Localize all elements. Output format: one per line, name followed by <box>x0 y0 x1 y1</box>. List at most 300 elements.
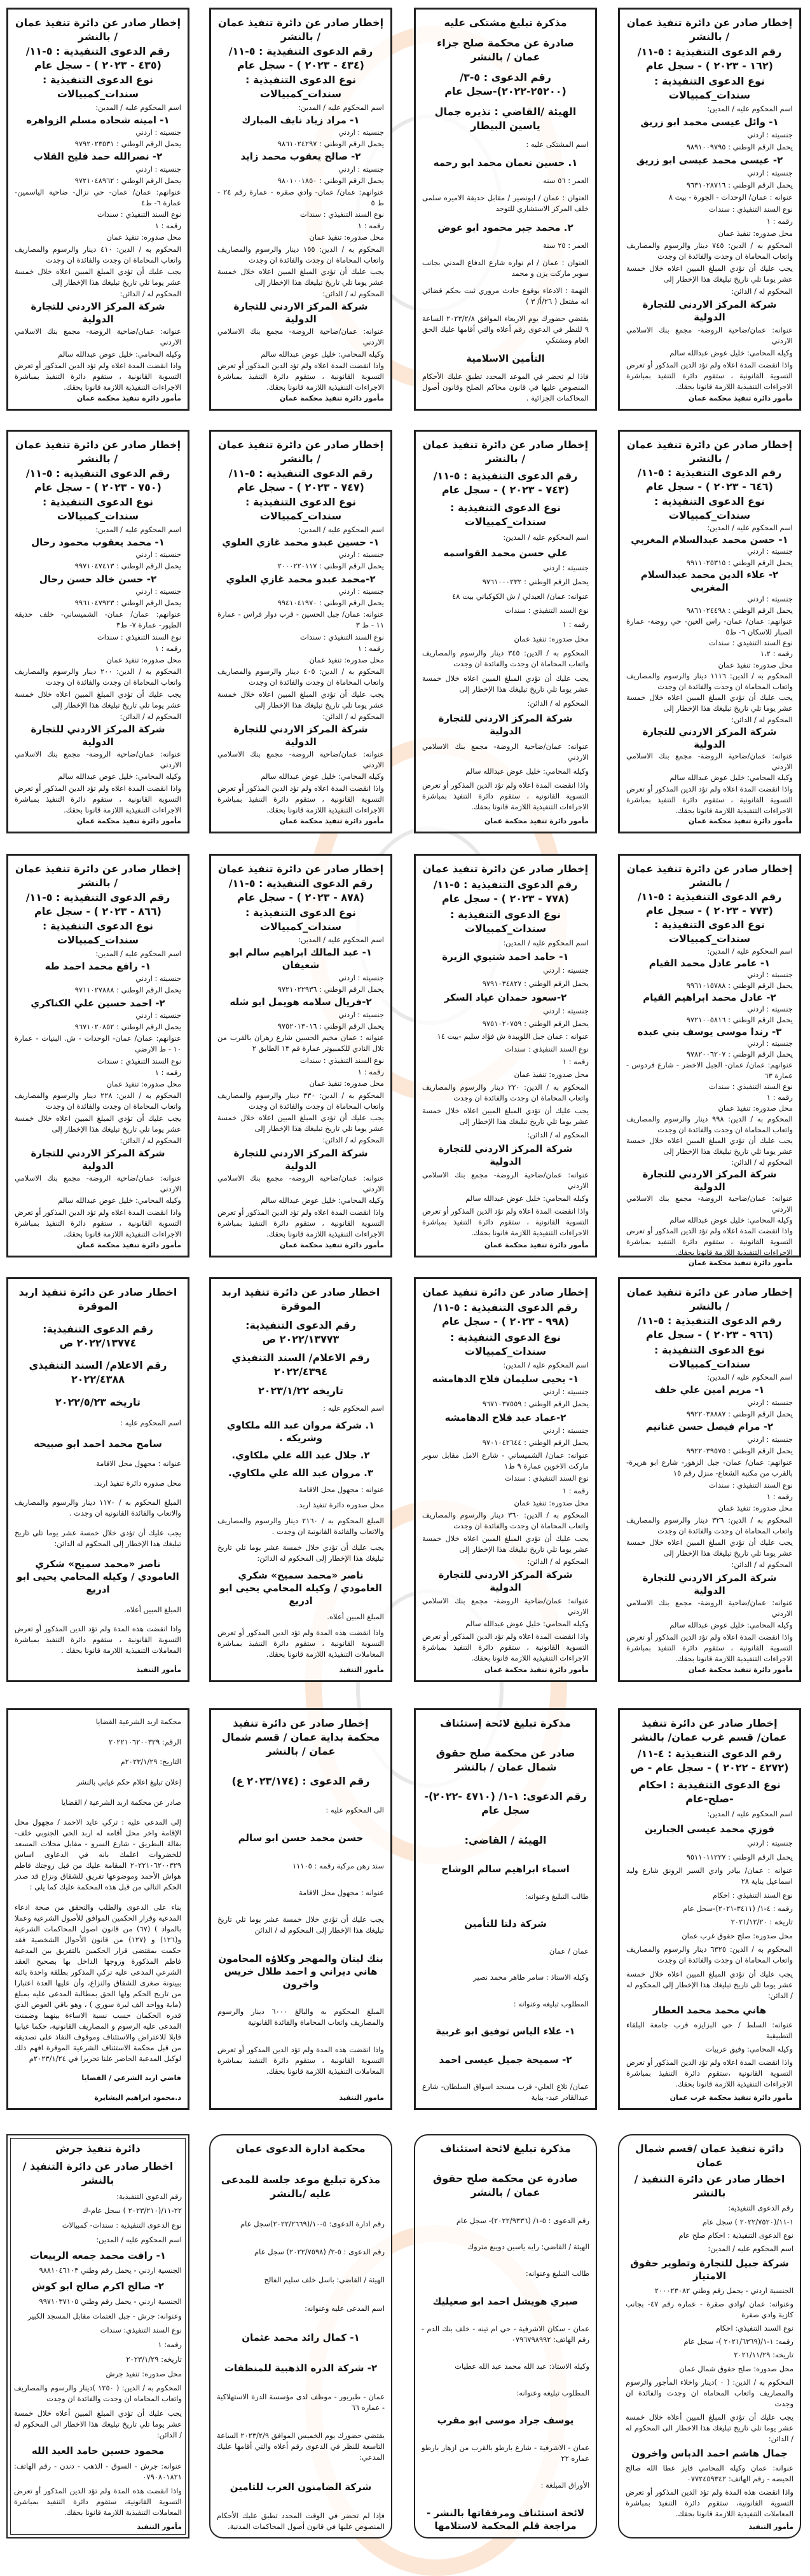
notice-text: يجب عليك أن تؤدي المبلغ المبين اعلاه خلال خمسة عشر يوما تلي تاريخ تبليغك هذا الإخطار إلى <box>422 673 589 694</box>
notice-signature: مأمور دائرة تنفيذ محكمة عمان <box>688 1665 793 1674</box>
notice-text: وكيله المحامي: خليل عوض عبدالله سالم <box>669 1216 793 1224</box>
notice-heading: رقم الدعوى التنفيذية : ٥-١١/ (٧٧٨ - ٢٠٢٣ ) - سجل عام <box>433 879 578 905</box>
notice-text: نوع السند التنفيذي: سندات <box>100 2326 182 2335</box>
party-name: ٣- رندا موسى يوسف بني عبده <box>637 1026 782 1038</box>
notice-text: واذا انقضت هذه المدة ولم تؤد الدين المذكور أو تعرض التسوية القانونية ، ستقوم دائرة التنفيذ بمباشرة المعاملات التنفيذية اللازمة قانونا بحقك. <box>217 1628 384 1659</box>
notice-signature: مأمور دائرة تنفيذ محكمة عمان <box>484 816 589 825</box>
notice-text: صادر عن محكمة اربد الشرعية / القضايا <box>61 1797 181 1807</box>
notice-text: جنسيته : اردني <box>338 586 384 596</box>
notice-text: واذا انقضت المدة اعلاه ولم تؤد الدين المذكور أو تعرض التسوية القانونية ، ستقوم دائرة التنفيذ بمباشرة الاجراءات التنفيذية اللازمة قانونا بحقك. <box>422 1206 589 1237</box>
notice-text: يجب عليك أن تؤدي المبلغ المبين أعلاه خلال خمسة عشر يوما تلي تاريخ تبليغك هذا الاخطار الى المحكوم له / الدائن: <box>14 2409 182 2439</box>
party-name: سامح محمد احمد ابو صبيحه <box>34 1437 162 1449</box>
notice-text: التاريخ: ٢٠٢٣/١/٢٩م <box>120 1757 181 1767</box>
notice-heading: رقم الدعوى التنفيذية : ٥-١١/ (٨٦٦ - ٢٠٢٣ ) - سجل عام <box>25 891 170 918</box>
notice-heading: إخطار صادر عن دائرة تنفيذ عمان / بالنشر <box>626 439 793 465</box>
legal-notice <box>209 1277 392 1682</box>
notice-text: عنوانهم: عمان/ عمان- الجبل الاخضر - شارع فردوس - عمارة ٦٣ <box>626 1060 793 1080</box>
party-name: ١- عبد المالك ابراهيم سالم ابو شعيفان <box>229 947 373 971</box>
notice-text: عمان/ تلاع العلي- قرب مسجد اسواق السلطان- شارع عبدالقادر عبد- بناية <box>422 2082 589 2102</box>
notice-text: وكيله المحامي: خليل عوض عبدالله سالم <box>261 349 384 359</box>
notice-text: وكيله المحامي: خليل عوض عبدالله سالم <box>465 1193 589 1203</box>
notice-text: محل صدوره: تنفيذ عمان <box>309 233 384 242</box>
notice-text: المحكوم به / الدين: ٢٠٠ دينار والرسوم والمصاريف واتعاب المحاماة ان وجدت والفائدة ان وجدت <box>15 667 181 687</box>
party-name: شركة المركز الاردني للتجارة الدولية <box>642 725 777 750</box>
notice-text: يحمل الرقم الوطني : ٩٩٤١٠٤١٩٧٠ <box>277 598 384 608</box>
notice-text: المحكوم به / الدين: ٣٤٥ دينار والرسوم والمصاريف واتعاب المحاماة ان وجدت والفائدة ان وجدت <box>422 648 589 669</box>
notice-signature: د.محمود ابراهيم البشايرة <box>94 2093 181 2102</box>
legal-notice <box>414 8 597 411</box>
notice-text: الجنسية اردني - يحمل رقم وطني ٩٨٨١٠٤٦١٠٣ <box>39 2266 182 2275</box>
notice-heading: اخطار صادر عن دائرة تنفيذ اربد الموقرة <box>221 1286 380 1312</box>
notice-text: المحكوم به / الدين: ( ٠ )دينار واخلاء المأجور والرسوم والمصاريف واتعاب المحاماه ان وجدت والفائدة ان وجدت <box>626 2377 793 2408</box>
party-name: ١- حامد احمد شتيوي الزيرة <box>442 951 569 963</box>
legal-notice <box>6 854 189 1257</box>
notice-text: عنوانه: عمان/ضاحية الروضة- مجمع بنك الاسلامي الاردني <box>422 1596 589 1616</box>
notice-text: يحمل الرقم الوطني : ٩٩٢٢٠٣٨٨٨٧ <box>686 1409 793 1418</box>
notice-heading: مذكرة تبليغ مشتكى عليه <box>444 17 567 29</box>
notice-text: محل صدوره: تنفيذ عمان <box>514 1498 589 1507</box>
notice-heading: دائرة تنفيذ جرش <box>55 2142 141 2155</box>
notice-heading: إخطار صادر عن دائرة تنفيذ عمان / بالنشر <box>15 439 181 465</box>
notice-text: نوع الدعوى التنفيذية : سندات- كمبيالات <box>62 2221 182 2230</box>
notice-heading: رقم الدعوى التنفيذية : ٥-١١/ (٧٥٠ - ٢٠٢٣ ) - سجل عام <box>25 467 170 494</box>
notice-text: يحمل الرقم الوطني : ٩٩٢٢٠٣٩٥٧٥ <box>686 1446 793 1455</box>
notice-text: يجب عليك أن تؤدي المبلغ المبين اعلاه خلال خمسة عشر يوما تلي تاريخ تبليغك هذا الإخطار إلى <box>626 264 793 284</box>
notice-text: وكيله المحامي: وفيق عربيات <box>705 2045 793 2053</box>
notice-text: جنسيته : اردني <box>747 1397 793 1407</box>
notice-text: عمان - الاشرفية - شارع بارطو بالقرب من ازهار بارطو عماره ٢٢ <box>422 2443 589 2463</box>
notice-text: جنسيته : اردني <box>338 550 384 559</box>
notice-text: المحكوم به / الدين: ( ١٢٥٠ )دينار والرسوم والمصاريف واتعاب المحاماه ان وجدت والفائدة ان وجدت <box>14 2383 182 2404</box>
notice-text: اسم المحكوم عليه : <box>323 1403 384 1413</box>
notice-heading: إخطار صادر عن دائرة تنفيذ عمان / بالنشر <box>626 863 793 889</box>
notice-text: وكيله المحامي: خليل عوض عبدالله سالم <box>669 1620 793 1630</box>
notice-text: رقمه : ١ <box>154 1067 181 1077</box>
notice-text: يحمل الرقم الوطني : ٩٧٢١٠٢٢٩٣٦ <box>277 984 384 994</box>
notice-text: عمان / عمان <box>549 1946 589 1956</box>
legal-notice <box>618 8 801 411</box>
notice-text: نوع السند التنفيذي : سندات <box>299 1055 384 1065</box>
notice-text: المبلغ المحكوم به / ٢١٦٠ دينار والرسوم والمصاريف والاتعاب والفائدة القانونية ان وجدت . <box>217 1516 384 1537</box>
notice-text: نوع السند التنفيذي : سندات <box>97 1056 181 1065</box>
notice-text: واذا انقضت المدة اعلاه ولم تؤد الدين المذكور أو تعرض التسوية القانونية ، ستقوم دائرة التنفيذ بمباشرة الاجراءات التنفيذية اللازمة قانونا بحقك. <box>15 1207 181 1238</box>
notice-heading: الهيئة /القاضي : نذيره جمال ياسين البيطار <box>434 106 577 132</box>
notice-text: عنوانه: عمان/ الشميساني - شارع الامل مقابل سوبر ماركت الاخوين عمارة ٩ ط١ <box>422 1450 589 1470</box>
notice-heading: رقم الدعوى التنفيذية : ٥-١١/ (١٦٢ - ٢٠٢٣ ) - سجل عام <box>637 46 782 72</box>
notice-heading: نوع الدعوى التنفيذية : سندات_كمبيالات <box>43 920 153 947</box>
party-name: شركة المركز الاردني للتجارة الدولية <box>438 713 573 737</box>
notice-text: وكيله المحامي: خليل عوض عبدالله سالم <box>465 1619 589 1629</box>
notice-text: اسم المحكوم عليه / المدين: <box>707 947 793 956</box>
notice-text: المحكوم له / الدائن: <box>120 711 181 721</box>
notice-text: اسم المحكوم عليه / المدين: <box>707 1372 793 1381</box>
notice-heading: رقم الدعوى التنفيذية : ٥-١١/ (٧٧٣ - ٢٠٢٣ ) - سجل عام <box>637 891 782 917</box>
party-name: ٢- عيسى محمد عيسى ابو زريق <box>636 154 783 166</box>
notice-text: محل صدوره: تنفيذ عمان <box>514 634 589 643</box>
notice-text: محل صدوره: تنفيذ عمان <box>718 1104 793 1113</box>
notice-signature: مامور التنفيذ <box>339 2093 384 2102</box>
party-name: ٢- عادل محمد ابراهيم القيام <box>643 992 776 1003</box>
notice-text: المحكوم به / الدين: ٤٠٥ دينار والرسوم والمصاريف واتعاب المحاماة ان وجدت والفائدة ان وجدت <box>217 667 384 687</box>
notice-text: المحكوم له / الدائن: <box>120 289 181 298</box>
notice-text: المحكوم له / الدائن: <box>731 1560 793 1570</box>
notice-text: رقمه : ١ <box>562 620 589 629</box>
notice-text: عنوانه: عمان/ضاحية الروضة- مجمع بنك الاسلامي الاردني <box>15 1174 181 1194</box>
notice-heading: نوع الدعوى التنفيذية : سندات_كمبيالات <box>245 906 356 933</box>
party-name: ١- مراد زياد نايف المبارك <box>242 114 360 126</box>
party-name: ١- محمد يعقوب محمود رحال <box>31 536 165 548</box>
notice-text: جنسيته : اردني <box>543 563 589 572</box>
notice-text: رقم الدعوى : ٥-١/ (٢٠٢٢/٩٣٣٦)- سجل عام <box>456 2216 589 2225</box>
notice-text: الجنسية اردني - يحمل رقم وطني ٩٩٧١٠٣٧١٠٥ <box>39 2296 182 2306</box>
party-name: حسن محمد حسن ابو سالم <box>238 1832 364 1844</box>
notice-text: جنسيته : اردني <box>543 1387 589 1396</box>
notice-text: نوع السند التنفيذي : سندات <box>504 1474 589 1483</box>
notice-text: محل صدوره: تنفيذ عمان <box>309 1079 384 1088</box>
notice-text: عنوانه: جرش - السوق - الذهب - دندن - رقم الهاتف: ٠٧٩٠٨٠١٨٢١ <box>14 2461 182 2481</box>
party-name: ٢. جلال عبد الله علي ملكاوي. <box>231 1449 370 1462</box>
notice-text: يحمل الرقم الوطني : ٩٥١١٠١١٢٢٧ <box>686 1852 793 1861</box>
notice-text: اسم المحكوم عليه / المدين: <box>707 523 793 532</box>
notice-text: محل صدوره: تنفيذ عمان <box>106 233 181 242</box>
notice-text: طالب التبليغ وعنوانه: <box>525 2269 589 2278</box>
notice-signature: مأمور دائرة تنفيذ محكمة عمان <box>688 394 793 402</box>
notice-heading: نوع الدعوى التنفيذية : سندات_كمبيالات <box>654 75 765 101</box>
notice-heading: محكمة ادارة الدعوى عمان <box>236 2142 366 2155</box>
party-name: شركة المركز الاردني للتجارة الدولية <box>438 1142 573 1167</box>
notice-heading: رقم الاعلام/ السند التنفيذي ٢٠٢٢/٤٣٨٨ <box>29 1359 167 1386</box>
notice-text: نوع السند التنفيذي : سندات <box>708 1082 793 1091</box>
party-name: ناصر «محمد سميح» شكري العامودي / وكيله المحامي يحيى ابو ادريع <box>219 1569 382 1607</box>
party-name: ٢- حسن خالد حسن رحال <box>39 573 157 585</box>
notice-text: نوع الدعوى التنفيذية : احكام صلح عام <box>678 2230 793 2240</box>
notice-heading: اخطار صادر عن دائرة التنفيذ / بالنشر <box>634 2173 785 2200</box>
notice-text: يحمل الرقم الوطني : ٩٧٥٢٠١٣٠١٦ <box>277 1021 384 1031</box>
notice-heading: نوع الدعوى التنفيذية : سندات_كمبيالات <box>43 496 153 523</box>
notice-text: عنوانهم: عمان/ عمان- الشميساني- خلف حديقة الطيور- عمارة ٧- ط٣ <box>15 610 181 630</box>
notice-text: يحمل الرقم الوطني : ٩٩١١٠٢٥٣١٥ <box>686 558 793 567</box>
notice-text: جنسيته : اردني <box>747 1004 793 1013</box>
notice-text: واذا انقضت هذه المدة ولم تؤد الدين المذكور أو تعرض التسوية القانونية، ستقوم دائرة التنفيذ بمباشرة المعاملات التنفيذية اللازمة قانونا بحقك. <box>626 2487 793 2518</box>
notice-text: يحمل الرقم الوطني : ٩٧١١٠٢٧٨٨٨ <box>74 985 181 995</box>
notice-text: يحمل الرقم الوطني : ٩٧٠١٠٤٢٦٤٤ <box>482 1438 589 1448</box>
party-name: ٢- شركة الدره الذهبية للمنظفات <box>224 2362 378 2374</box>
notice-text: المحكوم له / الدائن: <box>322 1135 384 1145</box>
party-name: ٣. مروان عبد الله علي ملكاوي. <box>228 1467 373 1479</box>
notice-text: يحمل الرقم الوطني : ٩٧٢١٠٤٨٩٦٢ <box>74 175 181 185</box>
notice-text: يحمل الرقم الوطني : ٩٦٧١٠٣٧٥٥٩ <box>482 1399 589 1409</box>
notice-text: عنوانه: عمان/ضاحية الروضة- مجمع بنك الاسلامي الاردني <box>217 750 384 770</box>
notice-text: عنوانه: عمان/ضاحية الروضة- مجمع بنك الاسلامي الاردني <box>422 1170 589 1190</box>
party-name: ١- حسن محمد عبدالسلام المغربي <box>631 534 788 546</box>
notice-heading: الهيئة / القاضي: <box>464 1833 547 1846</box>
notice-text: اسم المحكوم عليه / المدين: <box>503 938 589 948</box>
party-name: ٢-سعود حمدان عياد السكر <box>444 991 567 1003</box>
notice-text: محل صدوره دائرة تنفيذ اربد. <box>93 1478 181 1488</box>
notice-heading: صادر عن محكمة صلح حقوق شمال عمان / بالنشر <box>436 1746 575 1773</box>
notice-heading: إخطار صادر عن دائرة تنفيذ عمان / بالنشر <box>217 439 384 465</box>
notice-text: رقم ادارة الدعوى: ٥-١٠/(٢٠٢٢/٢٦٦٩)سجل عام <box>240 2219 385 2228</box>
notice-text: يجب عليك أن تؤدي خلال خمسة عشر يوما تلي تاريخ تبليغك هذا الإخطار إلى المحكوم له الدائن: <box>15 1528 181 1548</box>
notice-text: المبلغ المبين أعلاه. <box>124 1605 181 1614</box>
notice-text: يحمل الرقم الوطني : ٢٠٠٠٢٢٠١١٧ <box>277 561 384 571</box>
notice-text: المحكوم له / الدائن: <box>731 715 793 724</box>
notice-text: الهيئة / القاضي: باسل خلف سليم الفالح <box>264 2275 385 2285</box>
notice-text: عنوانه: عمان/ضاحية الروضة- مجمع بنك الاسلامي الاردني <box>15 327 181 347</box>
notice-text: نوع السند التنفيذي : سندات <box>504 1045 589 1054</box>
notice-text: عنوانه: عمان/ضاحية الروضة- مجمع بنك الاسلامي الاردني <box>626 1194 793 1214</box>
notice-text: واذا انقضت المدة اعلاه ولم تؤد الدين المذكور أو تعرض التسوية القانونية ، ستقوم دائرة التنفيذ بمباشرة الاجراءات التنفيذية اللازمة قانونا بحقك. <box>217 360 384 392</box>
notice-text: المطلوب تبليغه وعنوانه: <box>516 2388 589 2397</box>
notice-text: نوع السند التنفيذي : سندات <box>97 210 181 219</box>
notice-text: يجب عليك أن تؤدي المبلغ المبين اعلاه خلال خمسة عشر يوما تلي تاريخ تبليغك هذا الإخطار إلى <box>217 266 384 287</box>
notice-text: عمان - سكان الاشرفية - حي ام تينه - خلف بنك الدم - رقم الهاتف: ٠٧٩٦٧٩٨٩٩٢ <box>422 2324 589 2344</box>
notice-text: جنسيته : اردني <box>747 130 793 139</box>
legal-notice <box>209 2134 392 2538</box>
notice-signature: مأمور التنفيذ <box>339 1665 384 1674</box>
notice-text: واذا انقضت المدة اعلاه ولم تؤد الدين المذكور أو تعرض التسوية القانونية ، ستقوم دائرة التنفيذ بمباشرة الاجراءات التنفيذية اللازمة قانونا بحقك. <box>217 783 384 814</box>
notice-signature: مأمور دائرة تنفيذ محكمة غرب عمان <box>669 2093 793 2102</box>
notice-text: اسم المحكوم عليه / المدين: <box>298 524 384 534</box>
notice-text: اسم المحكوم عليه / المدين: <box>503 533 589 542</box>
notice-heading: دائرة تنفيذ عمان /قسم شمال عمان <box>635 2142 785 2168</box>
notice-text: المحكوم به / الدين: ٤١٠ دينار والرسوم والمصاريف واتعاب المحاماة ان وجدت والفائدة ان وجدت <box>15 244 181 264</box>
notice-heading: رقم الدعوى التنفيذية : ٥-١١/ (٤٣٤ - ٢٠٢٣ ) - سجل عام <box>228 45 373 72</box>
party-name: فوزي محمد عيسى الجبارين <box>644 1823 774 1835</box>
notice-text: عنوانه : عمان/ الوحدات - الجورة - بيت ٨ <box>668 193 793 202</box>
legal-notice <box>618 1708 801 2110</box>
party-name: ٢- صالح يعقوب محمد زايد <box>240 151 361 163</box>
notice-text: نوع السند التنفيذي : سندات <box>708 1480 793 1490</box>
notice-text: يجب عليك أن تؤدي المبلغ المبين اعلاه خلال خمسة عشر يوما تلي تاريخ تبليغك هذا الإخطار إلى <box>217 1113 384 1133</box>
notice-heading: رقم الدعوى التنفيذية : ٥-١١/ (٩٦٦ - ٢٠٢٣ ) - سجل عام <box>637 1315 782 1341</box>
notice-text: نوع السند التنفيذي : سندات <box>299 632 384 641</box>
notice-text: رقمه : ١ <box>154 221 181 231</box>
legal-notice <box>414 2134 597 2538</box>
notice-heading: إخطار صادر عن دائرة تنفيذ عمان / بالنشر <box>626 17 793 43</box>
notice-text: جنسيته : اردني <box>747 168 793 177</box>
notice-text: المحكوم له / الدائن: <box>731 1158 793 1167</box>
notice-text: يحمل الرقم الوطني : ٩٦٣١٠٢٨٧١٦ <box>686 181 793 189</box>
notice-text: تاريخه: ٢٠٢٣/١/٢٩ <box>126 2354 182 2364</box>
notice-text: المبلغ المحكوم به والبالغ ٦٠٠٠ دينار والرسوم والمصاريف واتعاب المحاماة والفائدة القانونية <box>217 2007 384 2027</box>
legal-notice <box>414 854 597 1257</box>
notice-text: جنسيته : اردني <box>747 1434 793 1444</box>
notice-text: المحكوم به / الدين: ٣٦٠ دينار والرسوم والمصاريف واتعاب المحاماة ان وجدت والفائدة ان وجدت <box>422 1511 589 1531</box>
notice-heading: رقم الدعوى التنفيذية: ٢٠٢٢/١٣٧٧٤ ص <box>43 1322 153 1349</box>
notice-heading: إخطار صادر عن دائرة تنفيذ عمان <box>217 863 384 875</box>
party-name: جمال هاشم احمد الدباس واخرون <box>631 2448 788 2460</box>
notice-text: عنوانه: عمان/ضاحية الروضة- مجمع بنك الاسلامي الاردني <box>626 325 793 345</box>
legal-notice <box>618 1277 801 1682</box>
notice-text: المحكوم له / الدائن: <box>120 1135 181 1145</box>
party-name: ٢-فريال سلامه هويمل ابو شله <box>230 996 372 1008</box>
notice-text: واذا انقضت المدة اعلاه ولم تؤد الدين المذكور أو تعرض التسوية القانونية ، ستقوم دائرة التنفيذ بمباشرة الاجراءات التنفيذية اللازمة قانونا بحقك. <box>422 781 589 812</box>
notice-text: جنسيته : اردني <box>543 966 589 975</box>
notice-text: رقمه : ٤-١/ (٣٤١١-٢٠٢١)-سجل عام <box>683 1903 793 1913</box>
notice-signature: مأمور دائرة تنفيذ محكمة عمان <box>279 1240 384 1249</box>
notice-text: نوع السند التنفيذي : سندات <box>504 606 589 615</box>
notice-signature: مأمور دائرة تنفيذ محكمة عمان <box>279 394 384 402</box>
notice-text: عنوانه : عمان/ بيادر وادي السير الرونق شارع وليد اسماعيل بناية ٢٨ <box>626 1866 793 1886</box>
notice-text: عمان - طبربور - موظف لدى مؤسسة الدرة الاستهلاكية - عماره ٦٦ <box>217 2392 385 2412</box>
notice-text: واذا انقضت هذه المدة ولم تؤد الدين المذكور أو تعرض التسوية القانونية، ستقوم دائرة التنفيذ بمباشرة المعاملات التنفيذية اللازمة قانونا بحقك. <box>14 2486 182 2518</box>
notice-text: المحكوم به / الدين: ٣٣٠ دينار والرسوم والمصاريف واتعاب المحاماة ان وجدت والفائدة ان وجدت <box>217 1090 384 1111</box>
notice-heading: صادرة عن محكمة صلح حقوق عمان / بالنشر <box>432 2172 579 2198</box>
notice-text: العنوان : عمان / ابونصير / مقابل حديقة الاميره سلمى خلف المركز الاستشاري للتوحد <box>422 193 589 214</box>
party-name: شركة دلتا للتأمين <box>464 1918 547 1929</box>
notice-text: عنوانه: عمان/ العبدلي / ش الكوكباني بيت ٤٨ <box>452 591 589 601</box>
notice-text: عنوانه: عمان/ضاحية الروضة- مجمع بنك الاسلامي الاردني <box>217 327 384 347</box>
notice-heading: رقم الدعوى: ١-١/ (٤٧١٠ -٢٠٢٢)- سجل عام <box>424 1790 587 1816</box>
party-name: شركة المركز الاردني للتجارة الدولية <box>31 723 165 748</box>
notice-text: واذا انقضت المدة اعلاه ولم تؤد الدين المذكور أو تعرض التسوية القانونية ، ستقوم دائرة التنفيذ بمباشرة الاجراءات التنفيذية اللازمة قانونا بحقك. <box>15 783 181 814</box>
party-name: ١- وائل عيسى محمد ابو زريق <box>640 116 779 128</box>
notice-signature: مأمور التنفيذ <box>136 1665 181 1674</box>
notice-text: يحمل الرقم الوطني : ٩٦٧١٠٢٠٨٥٢ <box>74 1022 181 1032</box>
notice-text: جنسيته : اردني <box>338 127 384 137</box>
notice-heading: رقم الدعوى التنفيذية : ٥-١١/ (٧٤٣ - ٢٠٢٣ ) - سجل عام <box>433 470 578 497</box>
party-name: ١- امينه شحاده مسلم الزواهره <box>26 114 170 126</box>
party-name: شركة الضامنون العرب للتامين <box>230 2481 372 2493</box>
party-name: شركة المركز الاردني للتجارة الدولية <box>233 723 368 748</box>
notice-text: ١-١١/(٢٠٢٢/٧٥٢٠ ) سجل عام <box>702 2217 793 2226</box>
notice-text: يحمل الرقم الوطني : ٩٩٦١٠٤٧٩٢٣ <box>74 598 181 608</box>
party-name: ٢-عماد عبد فلاح الدهامشه <box>444 1411 566 1423</box>
notice-heading: رقم الدعوى التنفيذية : ٥-١١/ (٩٩٨ - ٢٠٢٣ ) - سجل عام <box>433 1301 578 1328</box>
notice-text: جنسيته : اردني <box>543 1426 589 1435</box>
notice-heading: إخطار صادر عن دائرة تنفيذ عمان <box>422 863 589 875</box>
notice-heading: رقم الدعوى التنفيذية : ٥-١١/ (٦٤٦ - ٢٠٢٣ ) - سجل عام <box>637 467 782 493</box>
notice-text: الهيئة / القاضي: رايه ياسين دويبع متروك <box>467 2242 589 2252</box>
notice-text: جنسيته : اردني <box>135 1010 181 1020</box>
notice-text: رقم الدعوى : ٥-٢/ (٢٠٢٢/٧٥٩٨) سجل عام <box>254 2247 385 2257</box>
notice-text: رقمه : ١ <box>357 221 384 231</box>
notice-heading: إخطار صادر عن دائرة تنفيذ عمان/ قسم غرب عمان/ بالنشر <box>632 1717 787 1743</box>
party-name: يوسف جراد موسى ابو مقرب <box>437 2415 574 2427</box>
notice-text: تاريخه: ٢٠٢١/١١/٢٩ <box>734 2350 793 2360</box>
notice-heading: رقم الدعوى التنفيذية : ٥-١١/ (٧٤٧ - ٢٠٢٣ ) - سجل عام <box>228 467 373 494</box>
notice-signature: مأمور دائرة تنفيذ محكمة عمان <box>484 1240 589 1249</box>
notice-heading: تاريخه ٢٠٢٢/٥/٢٣ <box>55 1395 141 1408</box>
legal-notice <box>618 854 801 1267</box>
notice-text: رقم الدعوى التنفيذية: <box>116 2191 182 2201</box>
notice-text: عنوانه : عمان مخيم الحسين شارع زهران بالقرب من تلال النادي للكمبيوتر عمارة قم ١٣ الطابق ٢ <box>217 1033 384 1053</box>
notice-text: يجب عليك أن تؤدي المبلغ المبين اعلاه خلال خمسة عشر يوما تلي تاريخ تبليغك هذا الإخطار إلى <box>422 1106 589 1127</box>
notice-text: التهمة : الادعاء بوقوع حادث مروري ثبت بحكم قضائي انه مفتعل ( ٢٦/أ/ ٣ ) <box>422 285 589 306</box>
notice-text: المحكوم له / الدائن: <box>527 698 589 708</box>
notice-heading: مذكرة تبليغ لائحة استئناف <box>440 2142 571 2155</box>
notice-heading: نوع الدعوى التنفيذية : سندات_كمبيالات <box>450 908 561 935</box>
notice-text: يحمل الرقم الوطني : ٩٧٦١٠٠٠٢٣٢ <box>482 577 589 587</box>
notice-text: رقمه : ١ <box>357 643 384 653</box>
notice-text: يحمل الرقم الوطني : ٩٧٢١٠٠٥٨١٦ <box>686 1015 793 1024</box>
notice-heading: صادرة عن محكمة صلح جزاء عمان / بالنشر <box>437 37 574 64</box>
notice-text: رقمه : ١ <box>766 1093 793 1102</box>
party-name: ٢- علاء الدين محمد عبدالسلام المغربي <box>640 568 779 593</box>
legal-notice <box>209 854 392 1257</box>
notice-signature: مأمور دائرة تنفيذ محكمة عمان <box>76 394 181 402</box>
notice-text: جنسيته : اردني <box>338 164 384 174</box>
notice-text: جنسيته : اردني <box>135 550 181 559</box>
notice-text: رقمه: ١-١/(٢٠٢١/٦٣٦٩ )- سجل عام <box>683 2337 793 2346</box>
notice-text: فإذا لم تحضر في الوقت المحدد تطبق عليك الأحكام المنصوص عليها في قانون أصول المحاكمات المدنية. <box>217 2511 385 2531</box>
notice-text: ٢٢-١١/(٢٠٢٣/٢١٠ ) سجل عام-ك <box>82 2206 182 2216</box>
party-name: ١- يحيى سليمان فلاح الدهامشه <box>432 1373 579 1385</box>
notice-text: واذا انقضت المدة اعلاه ولم تؤد الدين المذكور أو تعرض التسوية القانونية ،ستقوم دائرة التنفيذ بمباشرة الاجراءات التنفيذية اللازمة قانونا بحقك. <box>626 2058 793 2089</box>
notice-text: جنسيته : اردني <box>747 970 793 979</box>
notice-text: وكيله المحامي: خليل عوض عبدالله سالم <box>58 1196 181 1205</box>
notice-text: عنوانه: عمان/ضاحية الروضة- مجمع بنك الاسلامي الاردني <box>626 751 793 772</box>
party-name: ناصر «محمد سميح» شكري العامودي / وكيله المحامي يحيى ابو ادريع <box>17 1558 179 1596</box>
notice-text: اسم المحكوم عليه / المدين: <box>96 2235 182 2244</box>
notice-text: سند رهن مركبة رقمه : ١١١٠٥ <box>292 1861 384 1870</box>
notice-text: اسم المحكوم عليه : <box>120 1418 181 1428</box>
notice-text: محل صدوره: تنفيذ عمان <box>309 655 384 665</box>
notice-heading: إخطار صادر عن دائرة تنفيذ عمان / بالنشر <box>217 17 384 43</box>
party-name: ٢- احمد حسين علي الكناكري <box>31 997 165 1009</box>
notice-text: عنوانهم: عمان/ عمان- جبل الزهور- شارع ابو هريرة- بالقرب من مكتبة الشعاع- منزل رقم ١٥ <box>626 1458 793 1478</box>
party-name: ٢- صالح اكرم صالح ابو كوش <box>32 2280 164 2292</box>
notice-text: المبلغ المحكوم به / ١١٧٠ دينار والرسوم والمصاريف والاتعاب والفائدة القانونية ان وجدت . <box>15 1498 181 1518</box>
legal-notice <box>209 1708 392 2110</box>
party-name: شركة المركز الاردني للتجارة الدولية <box>233 301 368 325</box>
party-name: شركة المركز الاردني للتجارة الدولية <box>31 1147 165 1172</box>
notice-text: المبلغ المبين أعلاه. <box>327 1612 384 1622</box>
notice-text: جنسيته : اردني <box>747 1839 793 1848</box>
notice-text: واذا انقضت المدة اعلاه ولم تؤد الدين المذكور أو تعرض التسوية القانونية ، ستقوم دائرة التنفيذ بمباشرة الاجراءات التنفيذية اللازمة قانونا بحقك. <box>626 1632 793 1663</box>
notice-text: اسم المحكوم عليه / المدين: <box>95 949 181 958</box>
notice-text: المطلوب تبليغه وعنوانه : <box>513 1999 589 2008</box>
notice-text: يجب عليك أن تؤدي المبلغ المبين اعلاه خلال خمسة عشر يوما تلي تاريخ تبليغك هذا الإخطار إلى <box>626 1136 793 1156</box>
notice-text: يجب عليك أن تؤدي خلال خمسة عشر يوما تلي تاريخ تبليغك هذا الإخطار إلى المحكوم له الدائن: <box>217 1542 384 1563</box>
notice-text: وكيله المحامي: خليل عوض عبدالله سالم <box>669 348 793 357</box>
notice-text: فاذا لم تحضر في الموعد المحدد تطبق عليك الأحكام المنصوص عليها في قانون محاكم الصلح وقانون أصول المحاكمات الجزائية . <box>422 371 589 402</box>
notice-text: جنسيته : اردني <box>747 1039 793 1048</box>
notice-text: اسم المدعى عليه وعنوانه: <box>305 2303 385 2313</box>
notice-text: العنوان : عمان / ام نواره شارع الدفاع المدني بجانب سوبر ماركت يزن و محمد <box>422 257 589 278</box>
notice-text: المحكوم له / الدائن: <box>731 287 793 296</box>
notice-text: يقتضي حضورك يوم الخميس الموافق ٢٠٢٣/٢/٩ الساعة التاسعة للنظر في الدعوى رقم أعلاه والتي أقامها عليك المدعي: <box>217 2431 385 2462</box>
party-name: ٢-محمد عبدو محمد غازي العلوي <box>226 573 376 585</box>
notice-heading: مذكرة تبليغ لائحة إستئناف <box>440 1717 571 1729</box>
notice-text: جنسيته : اردني <box>338 973 384 982</box>
notice-text: يجب عليك أن تؤدي المبلغ المبين اعلاه خلال خمسة عشر يوما تلي تاريخ تبليغك هذا الإخطار إلى <box>626 693 793 713</box>
legal-notice <box>6 1277 189 1682</box>
notice-text: المحكوم له / الدائن: <box>527 1557 589 1566</box>
notice-heading: إخطار صادر عن دائرة تنفيذ عمان / بالنشر <box>422 439 589 465</box>
notice-text: الرقم: ٢٠٢٢١٠٦٢٠٠٣٢٩ <box>108 1737 181 1746</box>
notice-text: يحمل الرقم الوطني : ٩٧٩٢٠٢٣٥٣١ <box>74 139 181 149</box>
notice-heading: رقم الاعلام/ السند التنفيذي ٢٠٢٢/٤٣٩٤ <box>231 1352 370 1378</box>
notice-text: العمر : ٥٦ سنه <box>543 176 589 186</box>
notice-heading: نوع الدعوى التنفيذية : سندات_كمبيالات <box>245 74 356 100</box>
notice-text: وعنوانه: عمان /وادي صقرة - عماره رقم ٤٧- بجانب كازية وادي صقرة <box>626 2299 793 2319</box>
notice-text: يجب عليك أن تؤدي خلال خمسة عشر يوما تلي تاريخ تبليغك هذا الإخطار إلى المحكوم له / الدائن <box>217 1915 384 1935</box>
notice-text: رقمه: ١ <box>158 2340 182 2349</box>
legal-notice <box>618 2134 801 2538</box>
notice-signature: مأمور دائرة تنفيذ محكمة عمان <box>76 816 181 825</box>
party-name: بنك لبنان والمهجر وكلاؤه المحامون هاني ديراني و احمد طلال خريس واخرون <box>218 1952 383 1990</box>
notice-heading: رقم الدعوى : (٢٠٢٣/١٧٤ ع) <box>231 1775 370 1788</box>
notice-text: نوع السند التنفيذي: احكام <box>715 2323 793 2333</box>
notice-text: رقمه : ١ <box>154 643 181 653</box>
legal-notice <box>6 430 189 833</box>
notice-text: وكيله المحامي: خليل عوض عبدالله سالم <box>58 772 181 781</box>
notice-text: رقمه : ١ <box>766 217 793 226</box>
notice-text: نوع السند التنفيذي : سندات <box>708 638 793 648</box>
notice-text: يحمل الرقم الوطني : ٩٧٥١٠٢٠٧٥٩ <box>482 1018 589 1028</box>
